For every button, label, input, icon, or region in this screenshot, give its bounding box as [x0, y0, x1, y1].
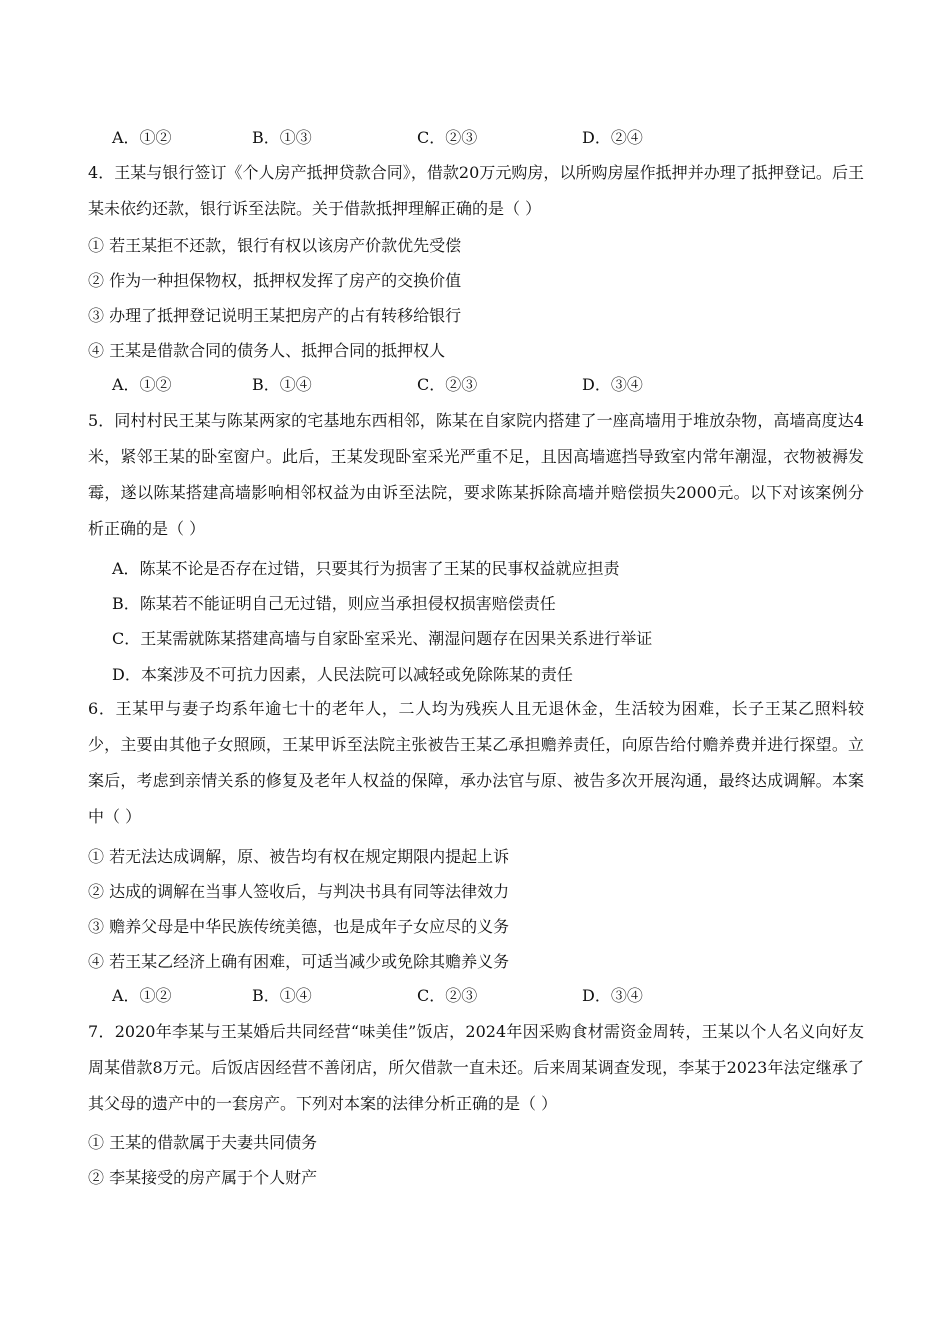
q4-option-d[interactable]: D．③④ [582, 375, 643, 394]
q3-option-c[interactable]: C．②③ [417, 128, 478, 147]
q5-option-a[interactable]: A．陈某不论是否存在过错，只要其行为损害了王某的民事权益就应担责 [112, 559, 620, 578]
q6-statement-3: ③ 赡养父母是中华民族传统美德，也是成年子女应尽的义务 [88, 917, 510, 936]
q6-stem: 6．王某甲与妻子均系年逾七十的老年人，二人均为残疾人且无退休金，生活较为困难，长子王某乙照料较少，主要由其他子女照顾，王某甲诉至法院主张被告王某乙承担赡养责任，向原告给付赡养费并进行探望。立案后，考虑到亲情关系的修复及老年人权益的保障，承办法官与原、被告多次开展沟通，最终达成调解。本案中（ ） [88, 699, 864, 826]
q6-option-a[interactable]: A．①② [112, 986, 172, 1005]
q5-option-b[interactable]: B．陈某若不能证明自己无过错，则应当承担侵权损害赔偿责任 [112, 594, 556, 613]
q4-option-b[interactable]: B．①④ [252, 375, 312, 394]
q4-statement-4: ④ 王某是借款合同的债务人、抵押合同的抵押权人 [88, 341, 446, 360]
q6-statement-1: ① 若无法达成调解，原、被告均有权在规定期限内提起上诉 [88, 847, 510, 866]
q6-statement-4: ④ 若王某乙经济上确有困难，可适当减少或免除其赡养义务 [88, 952, 510, 971]
q4-option-c[interactable]: C．②③ [417, 375, 478, 394]
q7-statement-1: ① 王某的借款属于夫妻共同债务 [88, 1133, 318, 1152]
q7-stem: 7．2020年李某与王某婚后共同经营“味美佳”饭店，2024年因采购食材需资金周转，王某以个人名义向好友周某借款8万元。后饭店因经营不善闭店，所欠借款一直未还。后来周某调查发现，李某于2023年法定继承了其父母的遗产中的一套房产。下列对本案的法律分析正确的是（ ） [88, 1022, 864, 1113]
q3-option-a[interactable]: A．①② [112, 128, 172, 147]
q7-statement-2: ② 李某接受的房产属于个人财产 [88, 1168, 318, 1187]
q5-stem: 5．同村村民王某与陈某两家的宅基地东西相邻，陈某在自家院内搭建了一座高墙用于堆放杂物，高墙高度达4米，紧邻王某的卧室窗户。此后，王某发现卧室采光严重不足，且因高墙遮挡导致室内常年潮湿，衣物被褥发霉，遂以陈某搭建高墙影响相邻权益为由诉至法院，要求陈某拆除高墙并赔偿损失2000元。以下对该案例分析正确的是（ ） [88, 411, 864, 538]
q4-stem: 4．王某与银行签订《个人房产抵押贷款合同》，借款20万元购房，以所购房屋作抵押并办理了抵押登记。后王某未依约还款，银行诉至法院。关于借款抵押理解正确的是（ ） [88, 163, 864, 218]
q3-option-d[interactable]: D．②④ [582, 128, 643, 147]
q6-option-c[interactable]: C．②③ [417, 986, 478, 1005]
q4-option-a[interactable]: A．①② [112, 375, 172, 394]
q6-statement-2: ② 达成的调解在当事人签收后，与判决书具有同等法律效力 [88, 882, 510, 901]
q4-statement-2: ② 作为一种担保物权，抵押权发挥了房产的交换价值 [88, 271, 462, 290]
q6-options [112, 984, 872, 1008]
q6-option-d[interactable]: D．③④ [582, 986, 643, 1005]
q3-option-b[interactable]: B．①③ [252, 128, 312, 147]
q6-option-b[interactable]: B．①④ [252, 986, 312, 1005]
q3-options [112, 126, 872, 150]
q5-option-c[interactable]: C．王某需就陈某搭建高墙与自家卧室采光、潮湿问题存在因果关系进行举证 [112, 629, 653, 648]
q4-options [112, 373, 872, 397]
q4-statement-1: ① 若王某拒不还款，银行有权以该房产价款优先受偿 [88, 236, 462, 255]
q5-option-d[interactable]: D．本案涉及不可抗力因素，人民法院可以减轻或免除陈某的责任 [112, 665, 573, 684]
q4-statement-3: ③ 办理了抵押登记说明王某把房产的占有转移给银行 [88, 306, 462, 325]
